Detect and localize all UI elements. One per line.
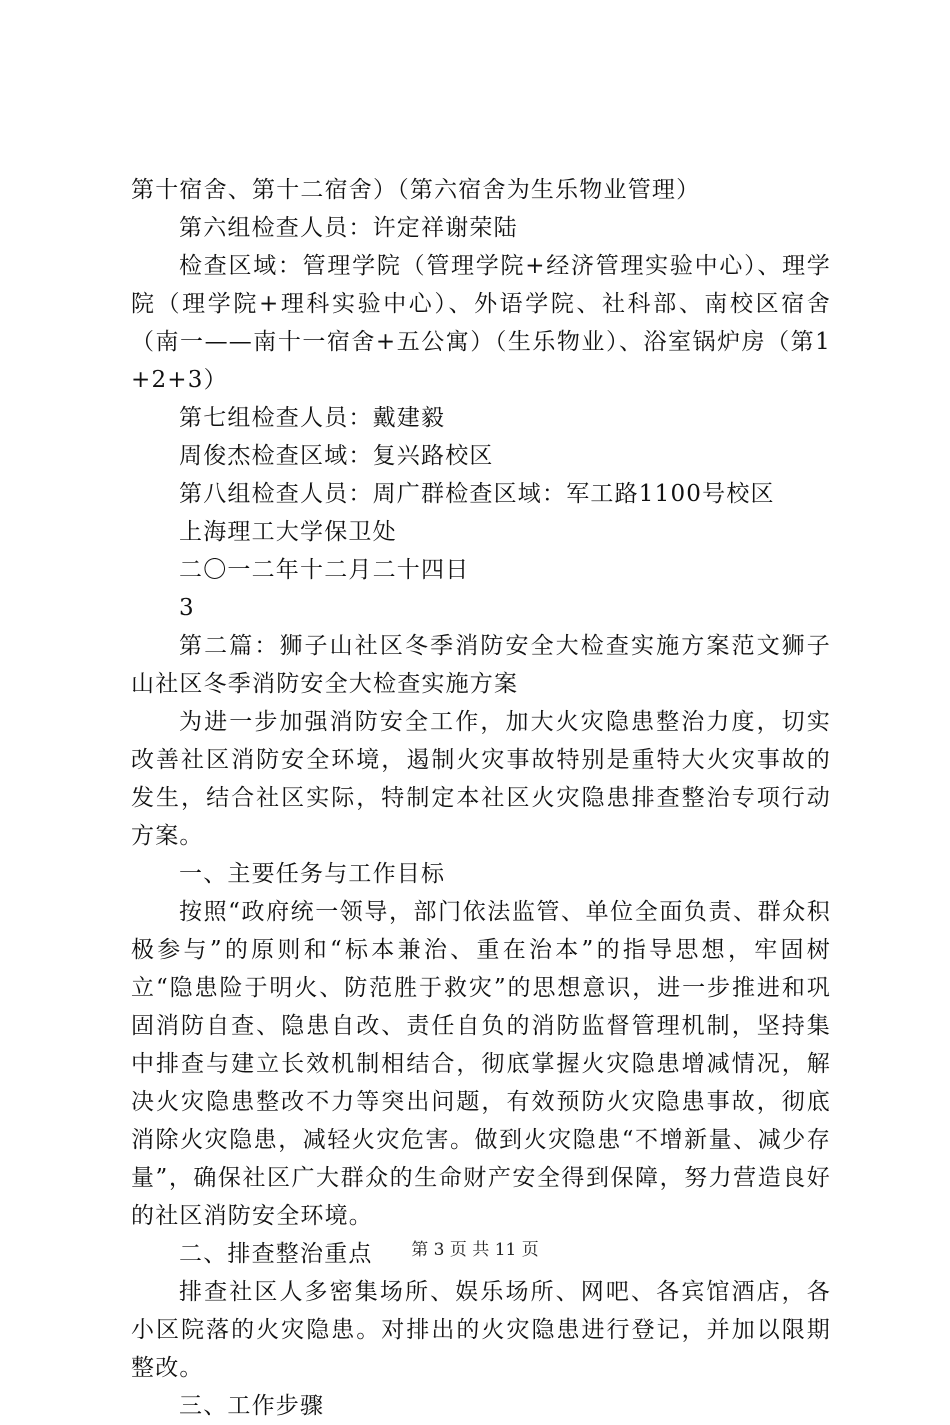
paragraph-group-seven-inspectors: 第七组检查人员：戴建毅 — [179, 405, 446, 431]
heading-main-tasks: 一、主要任务与工作目标 — [179, 861, 446, 887]
paragraph-number: 3 — [179, 595, 195, 621]
paragraph-continuation: 第十宿舍、第十二宿舍）（第六宿舍为生乐物业管理） — [131, 177, 701, 203]
paragraph-date: 二〇一二年十二月二十四日 — [179, 557, 470, 583]
paragraph-group-six-inspectors: 第六组检查人员：许定祥谢荣陆 — [179, 215, 518, 241]
page-footer: 第 3 页 共 11 页 — [411, 1240, 539, 1260]
document-body — [131, 171, 831, 1425]
paragraph-group-six-area: 检查区域：管理学院（管理学院+经济管理实验中心）、理学院（理学院+理科实验中心）、外语学院、社科部、南校区宿舍（南一——南十一宿舍+五公寓）（生乐物业）、浴室锅炉房（第1+2+3） — [131, 253, 831, 393]
paragraph-main-tasks: 按照“政府统一领导，部门依法监管、单位全面负责、群众积极参与”的原则和“标本兼治、重在治本”的指导思想，牢固树立“隐患险于明火、防范胜于救灾”的思想意识，进一步推进和巩固消防自查、隐患自改、责任自负的消防监督管理机制，坚持集中排查与建立长效机制相结合，彻底掌握火灾隐患增减情况，解决火灾隐患整改不力等突出问题，有效预防火灾隐患事故，彻底消除火灾隐患，减轻火灾危害。做到火灾隐患“不增新量、减少存量”，确保社区广大群众的生命财产安全得到保障，努力营造良好的社区消防安全环境。 — [131, 899, 831, 1229]
paragraph-key-points: 排查社区人多密集场所、娱乐场所、网吧、各宾馆酒店，各小区院落的火灾隐患。对排出的火灾隐患进行登记，并加以限期整改。 — [131, 1279, 831, 1381]
paragraph-group-eight: 第八组检查人员：周广群检查区域：军工路1100号校区 — [179, 481, 775, 507]
paragraph-issuer: 上海理工大学保卫处 — [179, 519, 397, 545]
paragraph-introduction: 为进一步加强消防安全工作，加大火灾隐患整治力度，切实改善社区消防安全环境，遏制火灾事故特别是重特大火灾事故的发生，结合社区实际，特制定本社区火灾隐患排查整治专项行动方案。 — [131, 709, 831, 849]
heading-work-steps: 三、工作步骤 — [179, 1393, 325, 1419]
paragraph-group-seven-area: 周俊杰检查区域：复兴路校区 — [179, 443, 494, 469]
section-title-second-chapter: 第二篇：狮子山社区冬季消防安全大检查实施方案范文狮子山社区冬季消防安全大检查实施方案 — [131, 633, 831, 697]
heading-key-points: 二、排查整治重点 — [179, 1241, 373, 1267]
